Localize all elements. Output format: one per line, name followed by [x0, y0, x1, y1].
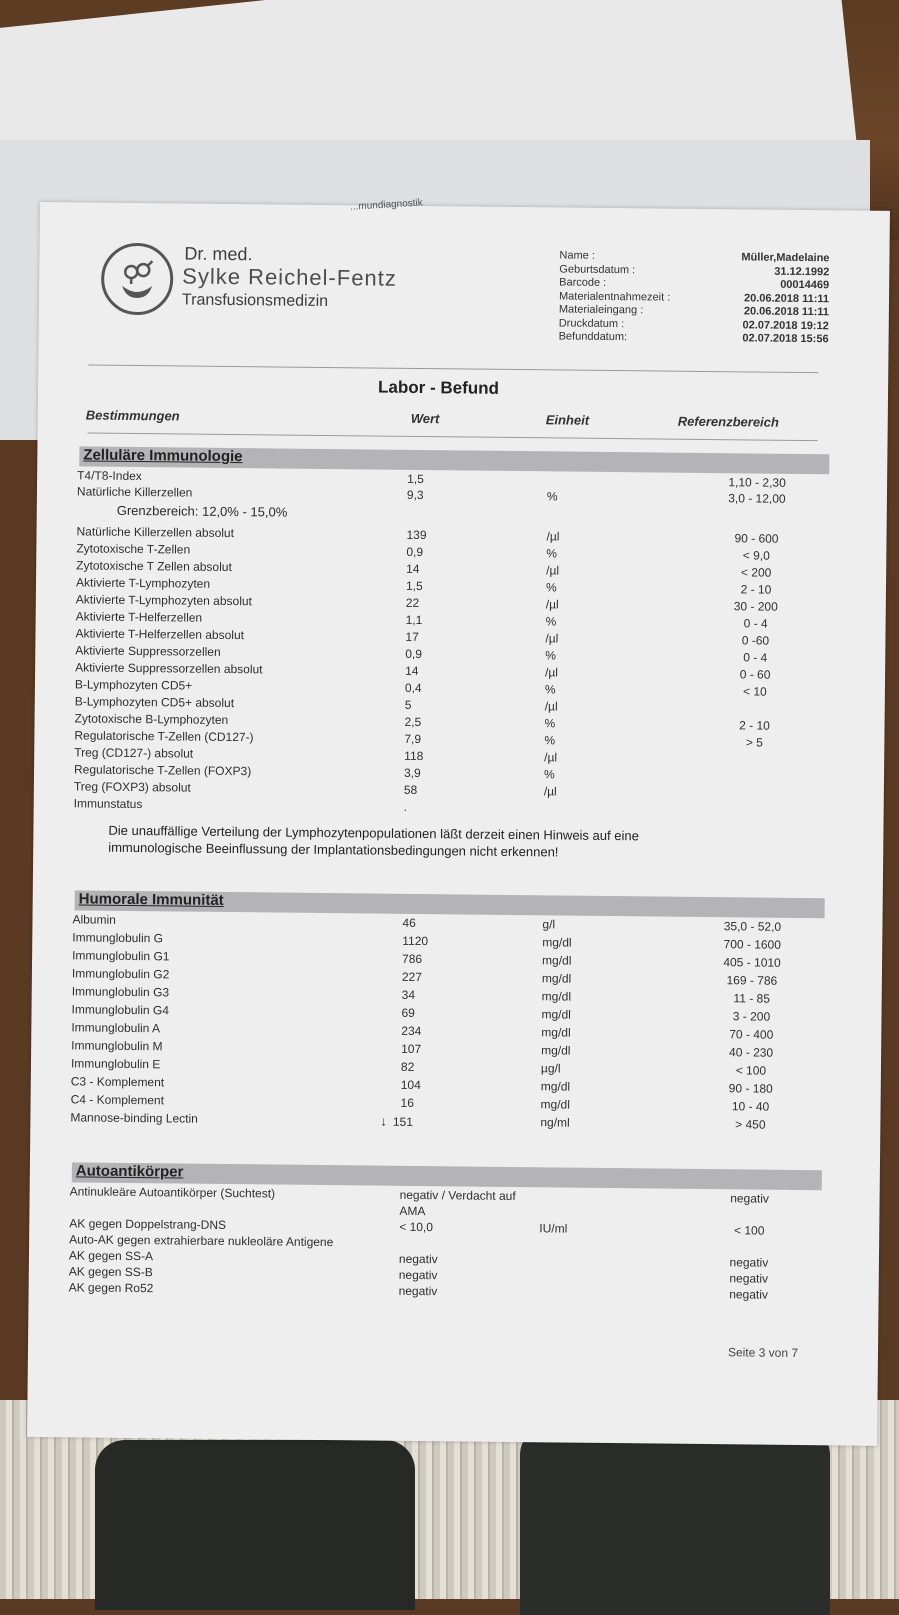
row-value: 1,5: [407, 472, 424, 486]
row-value: 34: [402, 988, 416, 1002]
divider: [88, 365, 818, 374]
row-unit: mg/dl: [541, 1043, 570, 1057]
row-unit: mg/dl: [542, 989, 571, 1003]
row-unit: mg/dl: [541, 1079, 570, 1093]
meta-label: Geburtsdatum :: [559, 263, 635, 276]
row-name: Zytotoxische T Zellen absolut: [76, 558, 232, 574]
row-name: Zytotoxische T-Zellen: [76, 541, 190, 556]
row-reference: 2 - 10: [694, 718, 814, 733]
row-name: Natürliche Killerzellen: [77, 484, 193, 499]
meta-label: Barcode :: [559, 276, 606, 288]
row-value: 1120: [402, 934, 428, 948]
row-reference: 90 - 180: [691, 1081, 811, 1096]
row-name: Immunglobulin G1: [72, 948, 170, 963]
row-unit: g/l: [542, 917, 555, 931]
row-value: 82: [401, 1060, 415, 1074]
row-name: Immunstatus: [74, 796, 143, 811]
row-value: 3,9: [404, 766, 421, 780]
row-reference: 700 - 1600: [692, 937, 812, 952]
row-name: AK gegen Doppelstrang-DNS: [69, 1216, 226, 1232]
row-reference: 40 - 230: [691, 1045, 811, 1060]
border-note: Grenzbereich: 12,0% - 15,0%: [117, 503, 288, 520]
row-value: 7,9: [404, 732, 421, 746]
section-title: Humorale Immunität: [75, 890, 224, 909]
row-reference: 70 - 400: [691, 1027, 811, 1042]
row-reference: negativ: [689, 1287, 809, 1302]
row-value: 2,5: [405, 715, 422, 729]
row-value: .: [404, 800, 407, 814]
row-value: 227: [402, 970, 422, 984]
row-name: Immunglobulin G3: [72, 984, 170, 999]
row-value: 107: [401, 1042, 421, 1056]
leg-right: [520, 1425, 830, 1615]
row-unit: /µl: [544, 750, 557, 764]
row-reference: negativ: [689, 1271, 809, 1286]
row-reference: 0 - 4: [696, 616, 816, 631]
row-reference: < 100: [689, 1223, 809, 1238]
row-reference: < 200: [696, 565, 816, 580]
row-name: Albumin: [72, 912, 116, 926]
row-unit: /µl: [546, 529, 559, 543]
row-value: 46: [402, 916, 416, 930]
row-name: B-Lymphozyten CD5+: [75, 677, 192, 692]
row-name: AK gegen SS-B: [69, 1264, 153, 1279]
page-number: Seite 3 von 7: [728, 1345, 798, 1360]
row-name: Zytotoxische B-Lymphozyten: [75, 711, 229, 727]
row-name: Auto-AK gegen extrahierbare nukleoläre Antigene: [69, 1232, 333, 1249]
row-value: < 10,0: [399, 1220, 433, 1234]
row-name: Immunglobulin A: [71, 1020, 160, 1035]
row-reference: 405 - 1010: [692, 955, 812, 970]
meta-value: 00014469: [679, 278, 829, 292]
row-name: AK gegen SS-A: [69, 1248, 153, 1263]
row-reference: < 9,0: [696, 548, 816, 563]
row-unit: /µl: [545, 631, 558, 645]
col-value: Wert: [411, 411, 440, 426]
row-name: Immunglobulin G4: [71, 1002, 169, 1017]
row-reference: [694, 769, 814, 770]
meta-value: 20.06.2018 11:11: [679, 291, 829, 305]
meta-label: Befunddatum:: [559, 330, 628, 343]
col-name: Bestimmungen: [86, 407, 180, 423]
section-title: Autoantikörper: [72, 1162, 184, 1180]
row-unit: mg/dl: [541, 1007, 570, 1021]
row-reference: 35,0 - 52,0: [692, 919, 812, 934]
row-reference: 169 - 786: [692, 973, 812, 988]
doctor-title: Dr. med.: [184, 244, 252, 266]
row-reference: 90 - 600: [696, 531, 816, 546]
row-reference: 0 -60: [695, 633, 815, 648]
meta-label: Materialeingang :: [559, 303, 644, 316]
row-unit: %: [544, 716, 555, 730]
meta-value: 31.12.1992: [679, 264, 829, 278]
clinic-logo-icon: [101, 243, 174, 316]
row-unit: %: [546, 614, 557, 628]
row-reference: 10 - 40: [690, 1099, 810, 1114]
row-reference: [690, 1207, 810, 1208]
row-unit: mg/dl: [542, 935, 571, 949]
row-value: 118: [404, 749, 423, 763]
top-stamp: ...mundiagnostik: [350, 197, 423, 212]
row-value: 0,9: [405, 647, 422, 661]
row-name: Aktivierte T-Helferzellen absolut: [75, 626, 244, 642]
row-value: 17: [405, 630, 419, 644]
row-reference: 3,0 - 12,00: [697, 491, 817, 506]
row-value: 234: [401, 1024, 421, 1038]
row-reference: 0 - 4: [695, 650, 815, 665]
row-unit: %: [545, 648, 556, 662]
row-name: AK gegen Ro52: [69, 1280, 154, 1295]
row-value: negativ / Verdacht auf: [400, 1188, 516, 1203]
row-name: Treg (FOXP3) absolut: [74, 779, 191, 794]
row-value: negativ: [399, 1268, 438, 1282]
row-unit: %: [544, 733, 555, 747]
row-reference: < 100: [691, 1063, 811, 1078]
meta-value: Müller,Madelaine: [679, 251, 829, 265]
row-value: 69: [401, 1006, 415, 1020]
row-unit: %: [547, 489, 558, 503]
row-name: Regulatorische T-Zellen (FOXP3): [74, 762, 251, 778]
row-name: Immunglobulin M: [71, 1038, 163, 1053]
row-reference: [694, 803, 814, 804]
row-value: 16: [401, 1096, 415, 1110]
row-unit: %: [546, 580, 557, 594]
meta-value: 20.06.2018 11:11: [679, 305, 829, 319]
row-name: C4 - Komplement: [71, 1092, 165, 1107]
meta-label: Materialentnahmezeit :: [559, 290, 670, 303]
row-name: C3 - Komplement: [71, 1074, 165, 1089]
row-value: 14: [405, 664, 419, 678]
row-name: B-Lymphozyten CD5+ absolut: [75, 694, 234, 710]
row-value: negativ: [399, 1284, 438, 1298]
row-reference: 0 - 60: [695, 667, 815, 682]
row-reference: [694, 786, 814, 787]
meta-label: Name :: [559, 249, 595, 261]
row-name: T4/T8-Index: [77, 468, 142, 483]
col-unit: Einheit: [546, 412, 589, 427]
section-title: Zelluläre Immunologie: [79, 446, 242, 465]
row-value: 139: [406, 528, 426, 542]
row-unit: /µl: [546, 597, 559, 611]
row-unit: /µl: [546, 563, 559, 577]
row-reference: [694, 752, 814, 753]
row-unit: %: [546, 546, 557, 560]
lab-report-page: [27, 202, 890, 1446]
meta-label: Druckdatum :: [559, 317, 625, 330]
row-reference: > 450: [690, 1117, 810, 1132]
report-title: Labor - Befund: [378, 378, 499, 399]
row-value: negativ: [399, 1252, 438, 1266]
row-name: Regulatorische T-Zellen (CD127-): [74, 728, 253, 744]
row-unit: %: [544, 767, 555, 781]
row-reference: 3 - 200: [691, 1009, 811, 1024]
row-name: Aktivierte Suppressorzellen: [75, 643, 221, 659]
leg-left: [95, 1440, 415, 1610]
row-name: Mannose-binding Lectin: [70, 1110, 198, 1125]
row-reference: [689, 1239, 809, 1240]
row-value: 58: [404, 783, 418, 797]
row-unit: ng/ml: [540, 1115, 569, 1129]
row-reference: 11 - 85: [692, 991, 812, 1006]
row-reference: 2 - 10: [696, 582, 816, 597]
row-value: 9,3: [407, 488, 424, 502]
note-line-2: immunologische Beeinflussung der Implantationsbedingungen nicht erkennen!: [108, 840, 558, 860]
row-unit: /µl: [544, 784, 557, 798]
row-value: 786: [402, 952, 422, 966]
row-value: ↓ 151: [400, 1114, 413, 1129]
row-name: Natürliche Killerzellen absolut: [76, 524, 234, 540]
row-name: Antinukleäre Autoantikörper (Suchtest): [70, 1184, 276, 1200]
row-unit: mg/dl: [541, 1025, 570, 1039]
row-unit: /µl: [545, 665, 558, 679]
row-value: 1,1: [406, 613, 423, 627]
row-reference: > 5: [694, 735, 814, 750]
row-value: 104: [401, 1078, 421, 1092]
row-reference: 30 - 200: [696, 599, 816, 614]
col-ref: Referenzbereich: [678, 414, 779, 430]
row-value: 22: [406, 596, 420, 610]
row-value: 0,4: [405, 681, 422, 695]
row-value: 1,5: [406, 579, 423, 593]
doctor-specialty: Transfusionsmedizin: [182, 291, 328, 311]
row-reference: negativ: [690, 1191, 810, 1206]
row-unit: mg/dl: [541, 1097, 570, 1111]
row-reference: negativ: [689, 1255, 809, 1270]
row-name: Immunglobulin G2: [72, 966, 170, 981]
row-value: 14: [406, 562, 420, 576]
row-name: Aktivierte Suppressorzellen absolut: [75, 660, 263, 676]
row-reference: [695, 701, 815, 702]
arrow-down-icon: ↓: [380, 1114, 387, 1129]
row-reference: < 10: [695, 684, 815, 699]
meta-value: 02.07.2018 19:12: [679, 318, 829, 332]
row-value: 0,9: [406, 545, 423, 559]
note-line-1: Die unauffällige Verteilung der Lymphozytenpopulationen läßt derzeit einen Hinweis auf eine: [108, 823, 639, 844]
row-name: Aktivierte T-Lymphozyten absolut: [76, 592, 252, 608]
doctor-name: Sylke Reichel-Fentz: [182, 263, 397, 291]
row-value: AMA: [399, 1204, 425, 1218]
divider: [88, 433, 818, 442]
row-unit: mg/dl: [542, 953, 571, 967]
row-name: Immunglobulin E: [71, 1056, 161, 1071]
meta-value: 02.07.2018 15:56: [679, 332, 829, 346]
row-value: 5: [405, 698, 412, 712]
row-unit: µg/l: [541, 1061, 561, 1075]
row-reference: 1,10 - 2,30: [697, 475, 817, 490]
row-unit: /µl: [545, 699, 558, 713]
row-name: Aktivierte T-Helferzellen: [76, 609, 203, 624]
row-unit: mg/dl: [542, 971, 571, 985]
row-name: Treg (CD127-) absolut: [74, 745, 193, 760]
row-unit: %: [545, 682, 556, 696]
row-name: Immunglobulin G: [72, 930, 163, 945]
row-unit: IU/ml: [539, 1221, 567, 1235]
row-name: Aktivierte T-Lymphozyten: [76, 575, 210, 590]
